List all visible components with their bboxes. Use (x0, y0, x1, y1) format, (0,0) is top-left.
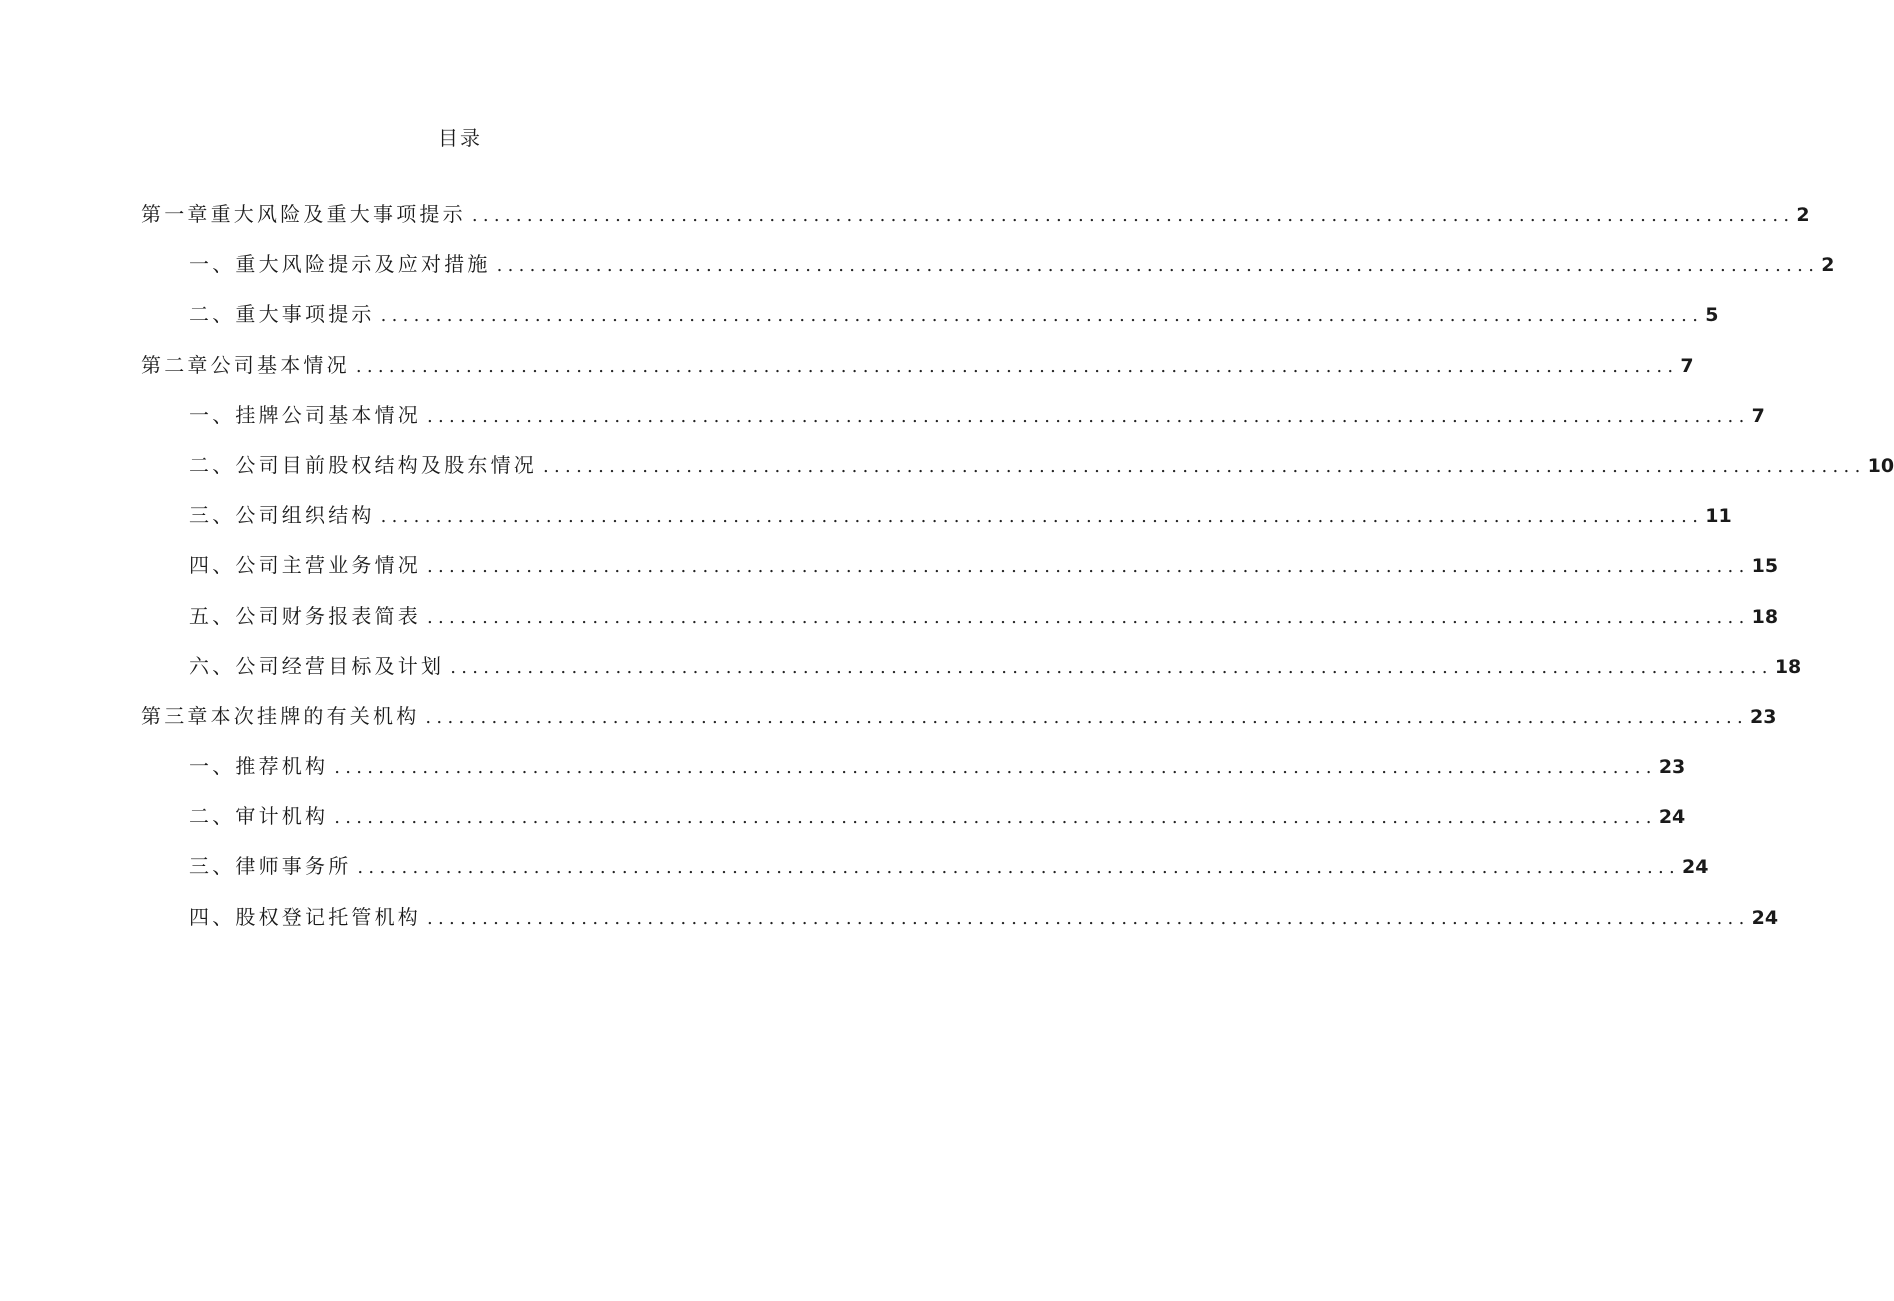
toc-dot-leader: ........................................................................................................................ (450, 656, 1773, 678)
toc-dot-leader: ........................................................................................................................ (357, 857, 1681, 879)
toc-page-number: 11 (1705, 505, 1732, 528)
toc-title: 目录 (438, 126, 482, 150)
toc-entry-label: 三、律师事务所 (189, 854, 352, 879)
toc-page-number: 7 (1751, 404, 1765, 427)
toc-entry-label: 六、公司经营目标及计划 (189, 653, 445, 678)
toc-page-number: 2 (1821, 254, 1835, 277)
toc-entry-section[interactable] (141, 899, 1779, 949)
toc-dot-leader: ........................................................................................................................ (427, 907, 1750, 929)
toc-entry-label: 二、重大事项提示 (189, 302, 375, 327)
toc-dot-leader: ........................................................................................................................ (380, 506, 1704, 528)
toc-entry-label: 一、挂牌公司基本情况 (189, 402, 421, 427)
toc-dot-leader: ........................................................................................................................ (334, 807, 1657, 829)
toc-page-number: 10 (1867, 454, 1894, 477)
toc-page-number: 23 (1658, 756, 1686, 779)
toc-entry-label: 四、股权登记托管机构 (189, 904, 421, 929)
toc-page-number: 24 (1751, 906, 1779, 929)
toc-entry-label: 二、公司目前股权结构及股东情况 (189, 452, 537, 477)
toc-entry-label: 五、公司财务报表简表 (189, 603, 421, 628)
toc-dot-leader: ........................................................................................................................ (496, 255, 1820, 277)
toc-entry-section[interactable] (141, 748, 1686, 798)
toc-entry-section[interactable] (141, 547, 1779, 597)
toc-dot-leader: ........................................................................................................................ (425, 706, 1749, 728)
toc-page-number: 23 (1750, 705, 1777, 728)
toc-dot-leader: ........................................................................................................................ (471, 205, 1795, 226)
toc-dot-leader: ........................................................................................................................ (427, 606, 1750, 628)
toc-entry-chapter-2[interactable] (141, 347, 1694, 397)
toc-entry-section[interactable] (141, 598, 1779, 648)
toc-entry-label: 第二章公司基本情况 (141, 352, 350, 377)
toc-entry-section[interactable] (141, 848, 1709, 898)
toc-entry-label: 四、公司主营业务情况 (189, 553, 421, 578)
toc-entry-section[interactable] (141, 246, 1835, 296)
toc-entry-chapter-1[interactable] (141, 196, 1810, 246)
toc-page-number: 18 (1751, 605, 1779, 628)
toc-entry-section[interactable] (141, 397, 1765, 447)
toc-page-number: 18 (1774, 655, 1802, 678)
toc-entry-section[interactable] (141, 798, 1686, 848)
toc-dot-leader: ........................................................................................................................ (543, 455, 1866, 477)
toc-page-number: 7 (1680, 354, 1694, 377)
toc-page-number: 24 (1658, 806, 1686, 829)
toc-entry-section[interactable] (141, 648, 1802, 698)
table-of-contents (141, 196, 1894, 949)
toc-entry-section[interactable] (141, 296, 1719, 346)
toc-page-number: 5 (1705, 304, 1719, 327)
toc-entry-label: 一、推荐机构 (189, 754, 329, 779)
toc-dot-leader: ........................................................................................................................ (427, 405, 1750, 427)
toc-dot-leader: ........................................................................................................................ (380, 305, 1704, 327)
toc-page-number: 24 (1682, 856, 1709, 879)
toc-entry-section[interactable] (141, 447, 1894, 497)
toc-entry-label: 第三章本次挂牌的有关机构 (141, 703, 420, 728)
toc-entry-label: 第一章重大风险及重大事项提示 (141, 202, 466, 226)
toc-entry-label: 一、重大风险提示及应对措施 (189, 252, 491, 277)
toc-page-number: 2 (1796, 204, 1810, 226)
toc-entry-label: 二、审计机构 (189, 804, 329, 829)
toc-entry-section[interactable] (141, 497, 1732, 547)
toc-dot-leader: ........................................................................................................................ (427, 556, 1750, 578)
toc-dot-leader: ........................................................................................................................ (355, 355, 1679, 377)
toc-dot-leader: ........................................................................................................................ (334, 757, 1657, 779)
toc-page-number: 15 (1751, 555, 1779, 578)
toc-entry-chapter-3[interactable] (141, 698, 1777, 748)
toc-entry-label: 三、公司组织结构 (189, 503, 375, 528)
